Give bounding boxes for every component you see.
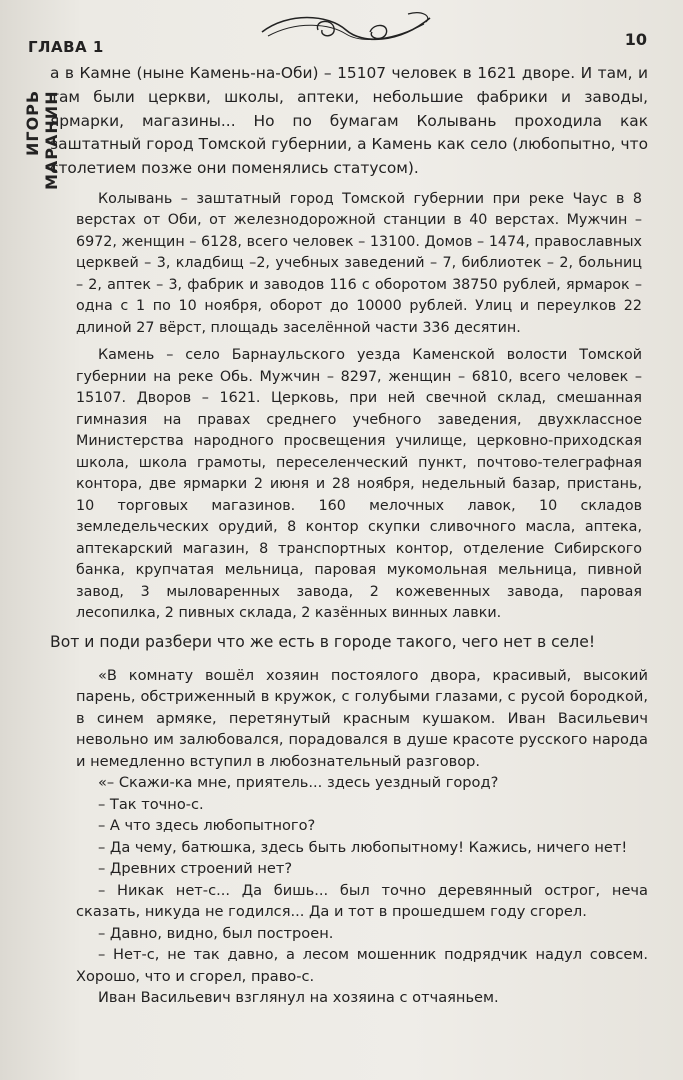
dialogue-line: Иван Васильевич взглянул на хозяина с отчаяньем.: [98, 989, 499, 1007]
page-content: [50, 62, 648, 1009]
dialogue-line: – Древних строений нет?: [98, 860, 293, 878]
dialogue-line: – Да чему, батюшка, здесь быть любопытному! Кажись, ничего нет!: [98, 838, 628, 856]
dialogue-line: – Нет-с, не так давно, а лесом мошенник подрядчик надул совсем. Хорошо, что и сгорел, право-с.: [76, 946, 648, 985]
quote-block: [50, 189, 648, 625]
literary-quote-paragraph: «В комнату вошёл хозяин постоялого двора, красивый, высокий парень, обстриженный в кружок, с голубыми глазами, с русой бородкой, в синем армяке, перетянутый красным кушаком. Иван Васильевич невольно им залюбовался, порадовался в душе красоте русского народа и немедленно вступил в любознательный разговор.: [76, 666, 648, 770]
dialogue-line: – Давно, видно, был построен.: [98, 924, 334, 942]
quote-kamen: Камень – село Барнаульского уезда Каменской волости Томской губернии на реке Обь. Мужчин – 8297, женщин – 6810, всего человек – 15107. Дворов – 1621. Церковь, при ней свечной склад, смешанная гимназия на правах среднего учебного заведения, двухклассное Министерства народного просвещения училище, церковно-приходская школа, школа грамоты, переселенческий пункт, почтово-телеграфная контора, две ярмарки 2 июня и 28 ноября, недельный базар, пристань, 10 торговых магазинов. 160 мелочных лавок, 10 складов земледельческих орудий, 8 контор скупки сливочного масла, аптека, аптекарский магазин, 8 транспортных контор, отделение Сибирского банка, крупчатая мельница, паровая мукомольная мельница, пивной завод, 3 мыловаренных завода, 2 кожевенных завода, паровая лесопилка, 2 пивных склада, 2 казённых винных лавки.: [76, 347, 642, 622]
dialogue-line: – А что здесь любопытного?: [98, 817, 316, 835]
ornament-flourish-icon: [258, 10, 434, 48]
quote-kolyvan: Колывань – заштатный город Томской губернии при реке Чаус в 8 верстах от Оби, от железнодорожной станции в 40 верстах. Мужчин – 6972, женщин – 6128, всего человек – 13100. Домов – 1474, православных церквей – 3, кладбищ –2, учебных заведений – 7, библиотек – 2, больниц – 2, аптек – 3, фабрик и заводов 116 с оборотом 38750 рублей, ярмарок – одна с 1 по 10 ноября, оборот до 10000 рублей. Улиц и переулков 22 длиной 27 вёрст, площадь заселённой части 336 десятин.: [76, 190, 642, 336]
dialogue-line: – Так точно-с.: [98, 795, 204, 813]
literary-quote-block: [50, 665, 648, 1009]
statement-paragraph: Вот и поди разбери что же есть в городе такого, чего нет в селе!: [50, 632, 596, 651]
chapter-header: ГЛАВА 1: [28, 38, 104, 56]
dialogue-line: – Никак нет-с... Да бишь... был точно деревянный острог, неча сказать, никуда не годился... Да и тот в прошедшем году сгорел.: [76, 881, 648, 921]
intro-paragraph: а в Камне (ныне Камень-на-Оби) – 15107 человек в 1621 дворе. И там, и там были церкви, школы, аптеки, небольшие фабрики и заводы, ярмарки, магазины... Но по бумагам Колывань проходила как заштатный город Томской губернии, а Камень как село (любопытно, что столетием позже они поменялись статусом).: [50, 64, 648, 178]
author-name: ИГОРЬ МАРАНИН: [23, 90, 61, 190]
page-number: 10: [624, 30, 647, 49]
dialogue-line: «– Скажи-ка мне, приятель... здесь уездный город?: [98, 774, 499, 792]
